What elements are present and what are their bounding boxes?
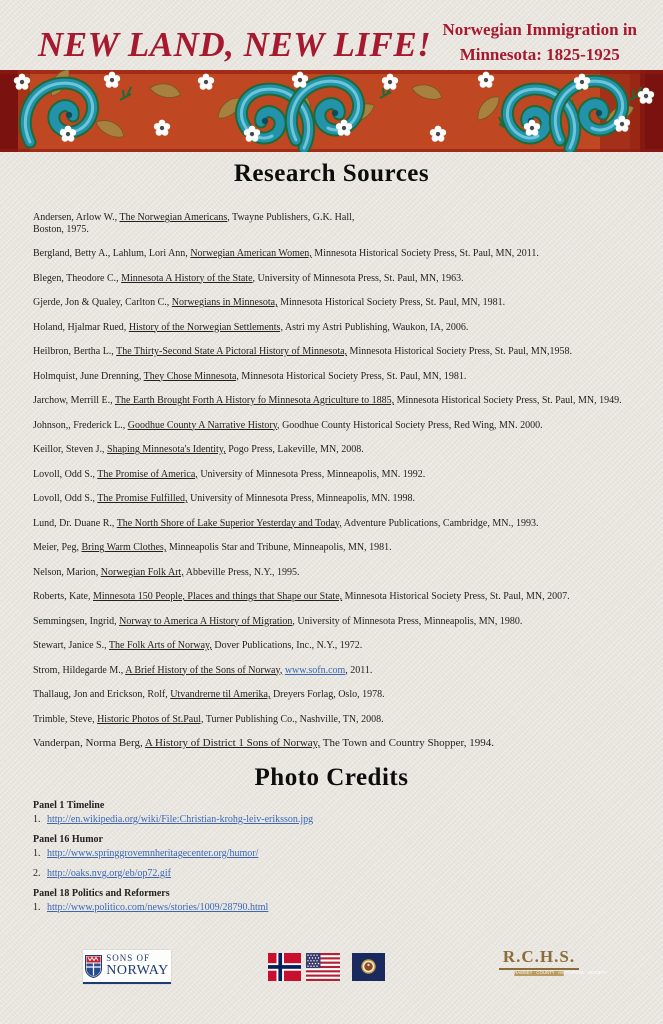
source-author: Strom, Hildegarde M., <box>33 664 126 676</box>
credit-url-link[interactable]: http://www.politico.com/news/stories/1009/28790.html <box>47 902 269 913</box>
credit-number: 1. <box>33 848 41 859</box>
source-author: Trimble, Steve, <box>33 713 98 725</box>
source-entry <box>33 738 653 750</box>
source-entry <box>33 212 653 235</box>
source-author: Blegen, Theodore C., <box>33 272 122 284</box>
source-author: Lovoll, Odd S., <box>33 468 98 480</box>
source-title: The Promise Fulfilled, <box>97 493 188 504</box>
credit-row <box>33 868 623 880</box>
source-entry <box>33 493 653 505</box>
source-entry <box>33 567 653 579</box>
credit-number: 1. <box>33 814 41 825</box>
credit-url-link[interactable]: http://www.springgrovemnheritagecenter.org/humor/ <box>47 848 259 859</box>
source-title: Norwegians in Minnesota, <box>171 297 278 308</box>
source-publisher: , University of Minnesota Press, Minneapolis, MN, 1980. <box>292 615 523 627</box>
source-entry <box>33 273 653 285</box>
source-publisher: University of Minnesota Press, Minneapolis, MN. 1998. <box>187 493 416 504</box>
source-entry <box>33 665 653 677</box>
credit-row <box>33 848 623 860</box>
source-publisher: Minnesota Historical Society Press, St. Paul, MN, 1981. <box>238 370 467 382</box>
source-entry <box>33 518 653 530</box>
source-author: Roberts, Kate, <box>33 591 93 602</box>
source-title: The Folk Arts of Norway, <box>108 640 212 651</box>
source-title: A Brief History of the Sons of Norway, <box>125 664 283 676</box>
sons-of-norway-line1: SONS OF <box>106 953 151 963</box>
credit-group <box>33 888 623 914</box>
source-author: Vanderpan, Norma Berg, <box>33 737 145 749</box>
source-author: Semmingsen, Ingrid, <box>33 615 120 627</box>
source-title: The Earth Brought Forth A History fo Minnesota Agriculture to 1885, <box>114 395 395 406</box>
source-publisher: University of Minnesota Press, Minneapolis, MN. 1992. <box>197 468 426 480</box>
source-entry <box>33 297 653 309</box>
source-publisher: Dreyers Forlag, Oslo, 1978. <box>270 689 385 700</box>
source-title: Historic Photos of St.Paul, <box>97 713 204 725</box>
source-title: A History of District 1 Sons of Norway, <box>144 737 321 749</box>
source-publisher: Pogo Press, Lakeville, MN, 2008. <box>225 444 364 455</box>
source-entry <box>33 689 653 701</box>
header <box>38 16 645 67</box>
source-title: Norwegian Folk Art, <box>100 566 184 578</box>
credit-panel-label: Panel 16 Humor <box>33 834 103 845</box>
research-sources-heading: Research Sources <box>233 160 430 187</box>
source-publisher: Dover Publications, Inc., N.Y., 1972. <box>211 640 363 651</box>
rchs-logo <box>499 947 608 979</box>
source-entry <box>33 322 653 334</box>
source-publisher: Abbeville Press, N.Y., 1995. <box>183 566 300 578</box>
source-link[interactable]: www.sofn.com <box>284 664 346 676</box>
credit-group <box>33 800 623 826</box>
source-title: The North Shore of Lake Superior Yesterday and Today, <box>116 517 342 529</box>
source-publisher: Minnesota Historical Society Press, St. Paul, MN,1958. <box>347 346 573 357</box>
source-title: Minnesota A History of the State, <box>121 272 256 284</box>
source-publisher: Goodhue County Historical Society Press, Red Wing, MN. 2000. <box>279 419 543 431</box>
source-entry <box>33 444 653 456</box>
source-title: Minnesota 150 People, Places and things that Shape our State, <box>93 591 343 602</box>
credit-number: 1. <box>33 902 41 913</box>
source-publisher: Turner Publishing Co., Nashville, TN, 2008. <box>203 713 384 725</box>
source-publisher: The Town and Country Shopper, 1994. <box>320 737 494 749</box>
credit-row <box>33 902 623 914</box>
flag-row <box>268 953 385 981</box>
source-author: Andersen, Arlow W., <box>33 212 120 223</box>
source-title: History of the Norwegian Settlements, <box>128 321 283 333</box>
photo-credits-heading: Photo Credits <box>254 764 409 791</box>
footer <box>0 945 663 1005</box>
source-author: Gjerde, Jon & Qualey, Carlton C., <box>33 297 172 308</box>
source-publisher: , Twayne Publishers, G.K. Hall, <box>227 212 355 223</box>
norway-flag <box>268 953 301 981</box>
source-publisher: Minnesota Historical Society Press, St. Paul, MN, 2011. <box>311 248 539 259</box>
source-entry <box>33 714 653 726</box>
credit-url-link[interactable]: http://en.wikipedia.org/wiki/File:Christian-krohg-leiv-eriksson.jpg <box>47 814 314 825</box>
source-author: Meier, Peg, <box>33 542 82 553</box>
source-author: Holand, Hjalmar Rued, <box>33 321 129 333</box>
source-publisher: Minneapolis Star and Tribune, Minneapolis, MN, 1981. <box>166 542 392 553</box>
page-title: NEW LAND, NEW LIFE! <box>38 25 432 64</box>
source-title: Utvandrerne til Amerika, <box>170 689 271 700</box>
sons-of-norway-text <box>106 954 168 978</box>
research-sources-list <box>33 212 653 763</box>
source-publisher: Minnesota Historical Society Press, St. Paul, MN, 1981. <box>277 297 506 308</box>
source-publisher: Adventure Publications, Cambridge, MN., 1993. <box>341 517 539 529</box>
source-publisher: , 2011. <box>345 664 373 676</box>
source-author: Jarchow, Merrill E., <box>33 395 115 406</box>
source-title: Shaping Minnesota's Identity, <box>107 444 226 455</box>
source-entry <box>33 616 653 628</box>
sons-of-norway-logo <box>83 950 171 984</box>
sons-of-norway-shield-icon <box>85 955 102 978</box>
source-author: Stewart, Janice S., <box>33 640 109 651</box>
source-author: Holmquist, June Drenning, <box>33 370 144 382</box>
source-author: Bergland, Betty A., Lahlum, Lori Ann, <box>33 248 191 259</box>
rchs-acronym: R.C.H.S. <box>499 948 579 970</box>
credit-panel-label: Panel 18 Politics and Reformers <box>33 888 170 899</box>
source-title: Norwegian American Women, <box>190 248 312 259</box>
rosemaling-border-art <box>0 70 663 152</box>
source-entry-line2: Boston, 1975. <box>33 223 89 235</box>
source-title: The Thirty-Second State A Pictoral History of Minnesota, <box>116 346 348 357</box>
credit-group <box>33 834 623 880</box>
source-entry <box>33 542 653 554</box>
source-title: The Norwegian Americans <box>119 212 228 223</box>
source-publisher: University of Minnesota Press, St. Paul, MN, 1963. <box>255 272 464 284</box>
source-entry <box>33 591 653 603</box>
subtitle-line-2: Minnesota: 1825-1925 <box>459 44 620 64</box>
source-author: Nelson, Marion, <box>33 566 101 578</box>
rchs-subtext: RAMSEY · COUNTY · HISTORICAL · SOCIETY <box>514 970 608 976</box>
page-subtitle <box>442 18 645 67</box>
source-author: Johnson,, Frederick L., <box>33 419 128 431</box>
rosemaling-border <box>0 70 663 152</box>
source-entry <box>33 346 653 358</box>
source-author: Lovoll, Odd S., <box>33 493 98 504</box>
source-entry <box>33 420 653 432</box>
source-author: Keillor, Steven J., <box>33 444 108 455</box>
source-entry <box>33 469 653 481</box>
usa-flag <box>306 953 340 981</box>
source-title: Norway to America A History of Migration <box>119 615 293 627</box>
source-title: They Chose Minnesota, <box>143 370 239 382</box>
source-publisher: Astri my Astri Publishing, Waukon, IA, 2006. <box>282 321 469 333</box>
photo-credits-list <box>33 800 623 922</box>
source-title: The Promise of America, <box>97 468 198 480</box>
source-publisher: Minnesota Historical Society Press, St. Paul, MN, 1949. <box>394 395 622 406</box>
subtitle-line-1: Norwegian Immigration in <box>442 20 637 39</box>
credit-row <box>33 814 623 826</box>
credit-number: 2. <box>33 868 41 879</box>
credit-url-link[interactable]: http://oaks.nvg.org/eb/op72.gif <box>47 868 171 879</box>
source-publisher: Minnesota Historical Society Press, St. Paul, MN, 2007. <box>342 591 570 602</box>
source-author: Lund, Dr. Duane R., <box>33 517 117 529</box>
source-entry <box>33 248 653 260</box>
source-entry <box>33 640 653 652</box>
source-entry <box>33 371 653 383</box>
source-author: Thallaug, Jon and Erickson, Rolf, <box>33 689 171 700</box>
source-author: Heilbron, Bertha L., <box>33 346 117 357</box>
source-entry <box>33 395 653 407</box>
source-title: Bring Warm Clothes, <box>81 542 167 553</box>
credit-panel-label: Panel 1 Timeline <box>33 800 105 811</box>
source-title: Goodhue County A Narrative History, <box>127 419 280 431</box>
sons-of-norway-line2: NORWAY <box>106 963 169 978</box>
minnesota-flag <box>352 953 385 981</box>
